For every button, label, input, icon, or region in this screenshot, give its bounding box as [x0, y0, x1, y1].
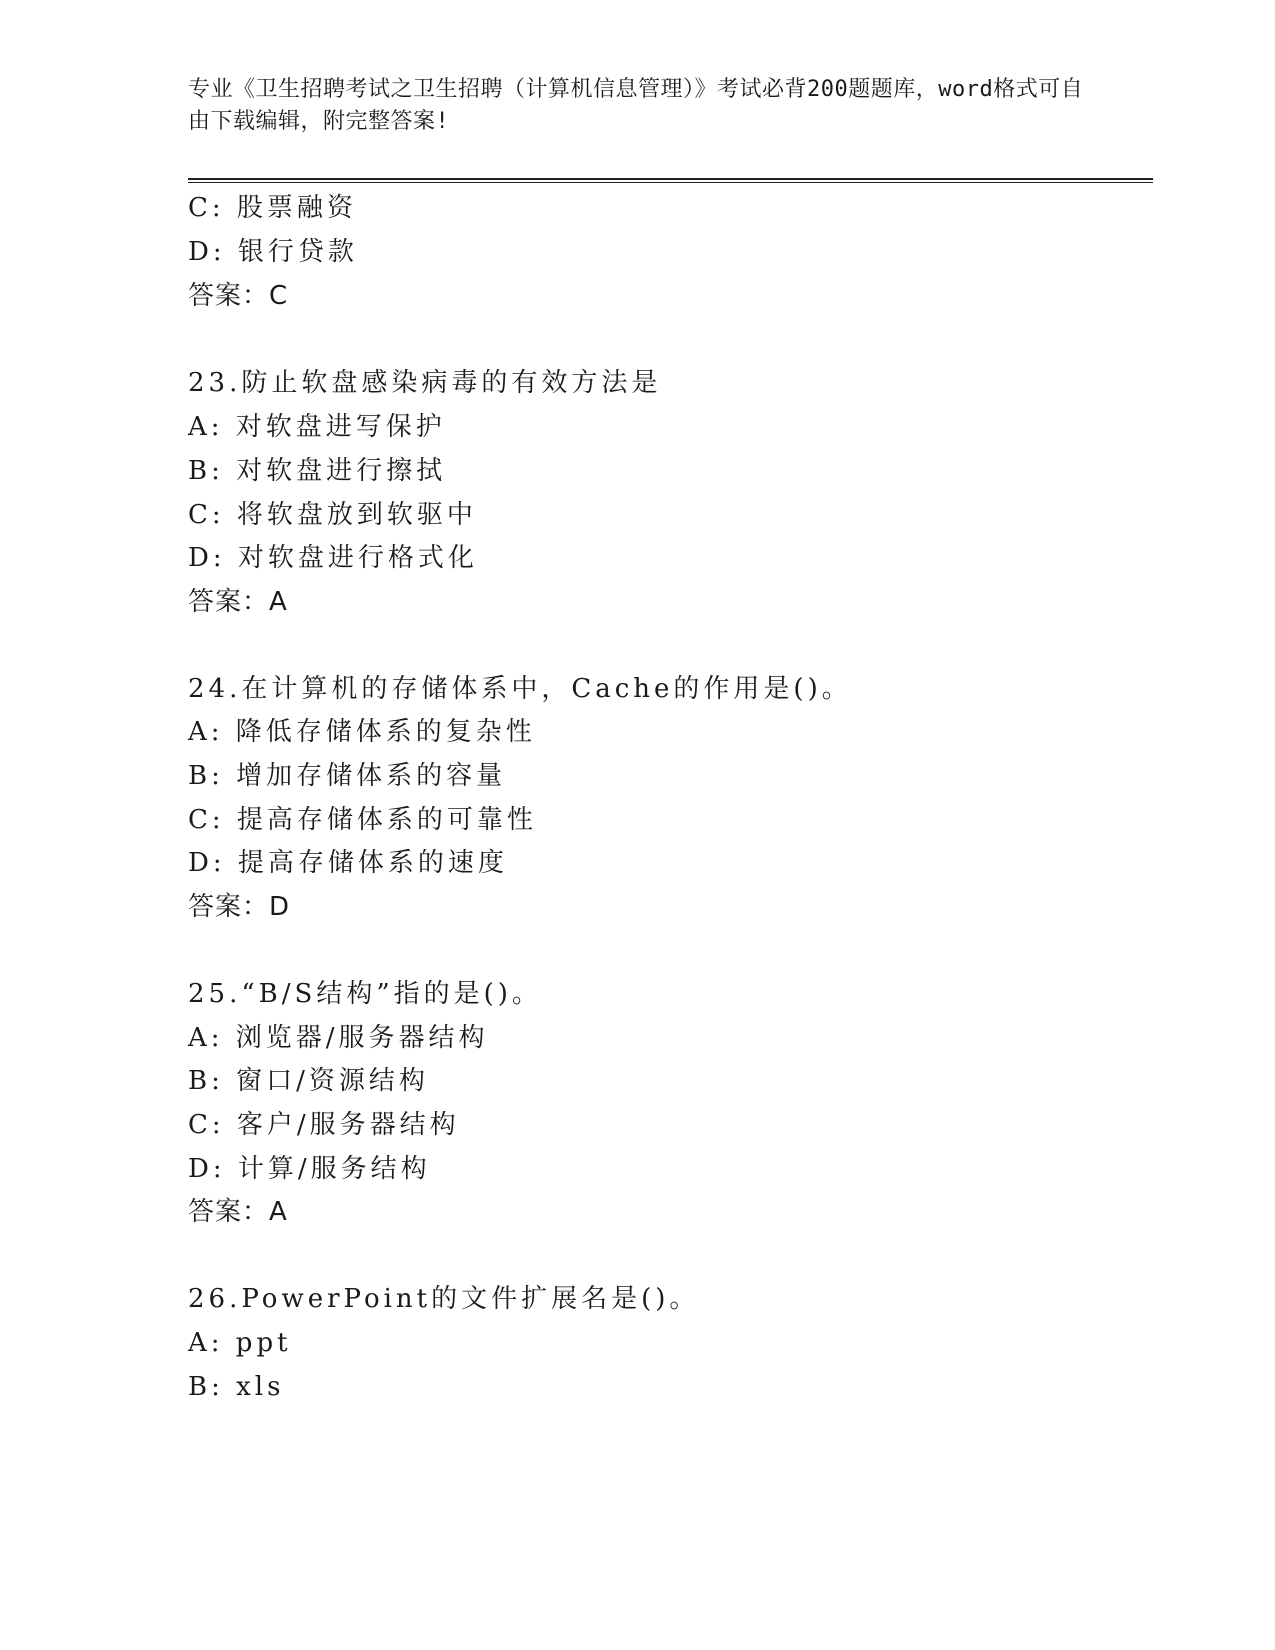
question-24: 24.在计算机的存储体系中，Cache的作用是()。: [188, 674, 852, 704]
option-b: B: xls: [188, 1372, 285, 1402]
option-d: D: 计算/服务结构: [188, 1154, 431, 1184]
answer: 答案：A: [188, 587, 288, 617]
option-b: B: 增加存储体系的容量: [188, 761, 507, 791]
answer: 答案：A: [188, 1197, 288, 1227]
answer: 答案：C: [188, 281, 289, 311]
option-c: C: 提高存储体系的可靠性: [188, 805, 537, 835]
option-c: C: 将软盘放到软驱中: [188, 500, 477, 530]
option-d: D: 银行贷款: [188, 237, 358, 267]
option-a: A: 对软盘进写保护: [188, 412, 446, 442]
option-a: A: 降低存储体系的复杂性: [188, 717, 536, 747]
option-a: A: 浏览器/服务器结构: [188, 1023, 489, 1053]
option-c: C: 客户/服务器结构: [188, 1110, 460, 1140]
option-c: C: 股票融资: [188, 193, 357, 223]
option-d: D: 对软盘进行格式化: [188, 543, 478, 573]
question-26: 26.PowerPoint的文件扩展名是()。: [188, 1284, 700, 1314]
option-b: B: 对软盘进行擦拭: [188, 456, 447, 486]
option-b: B: 窗口/资源结构: [188, 1066, 429, 1096]
header-divider-thin: [188, 182, 1153, 183]
answer: 答案：D: [188, 892, 291, 922]
question-25: 25.“B/S结构”指的是()。: [188, 979, 542, 1009]
document-header: 专业《卫生招聘考试之卫生招聘（计算机信息管理）》考试必背200题题库，word格式可自由下载编辑，附完整答案!: [188, 77, 1084, 134]
question-23: 23.防止软盘感染病毒的有效方法是: [188, 368, 662, 398]
option-a: A: ppt: [188, 1328, 292, 1358]
option-d: D: 提高存储体系的速度: [188, 848, 508, 878]
header-divider-thick: [188, 178, 1153, 180]
